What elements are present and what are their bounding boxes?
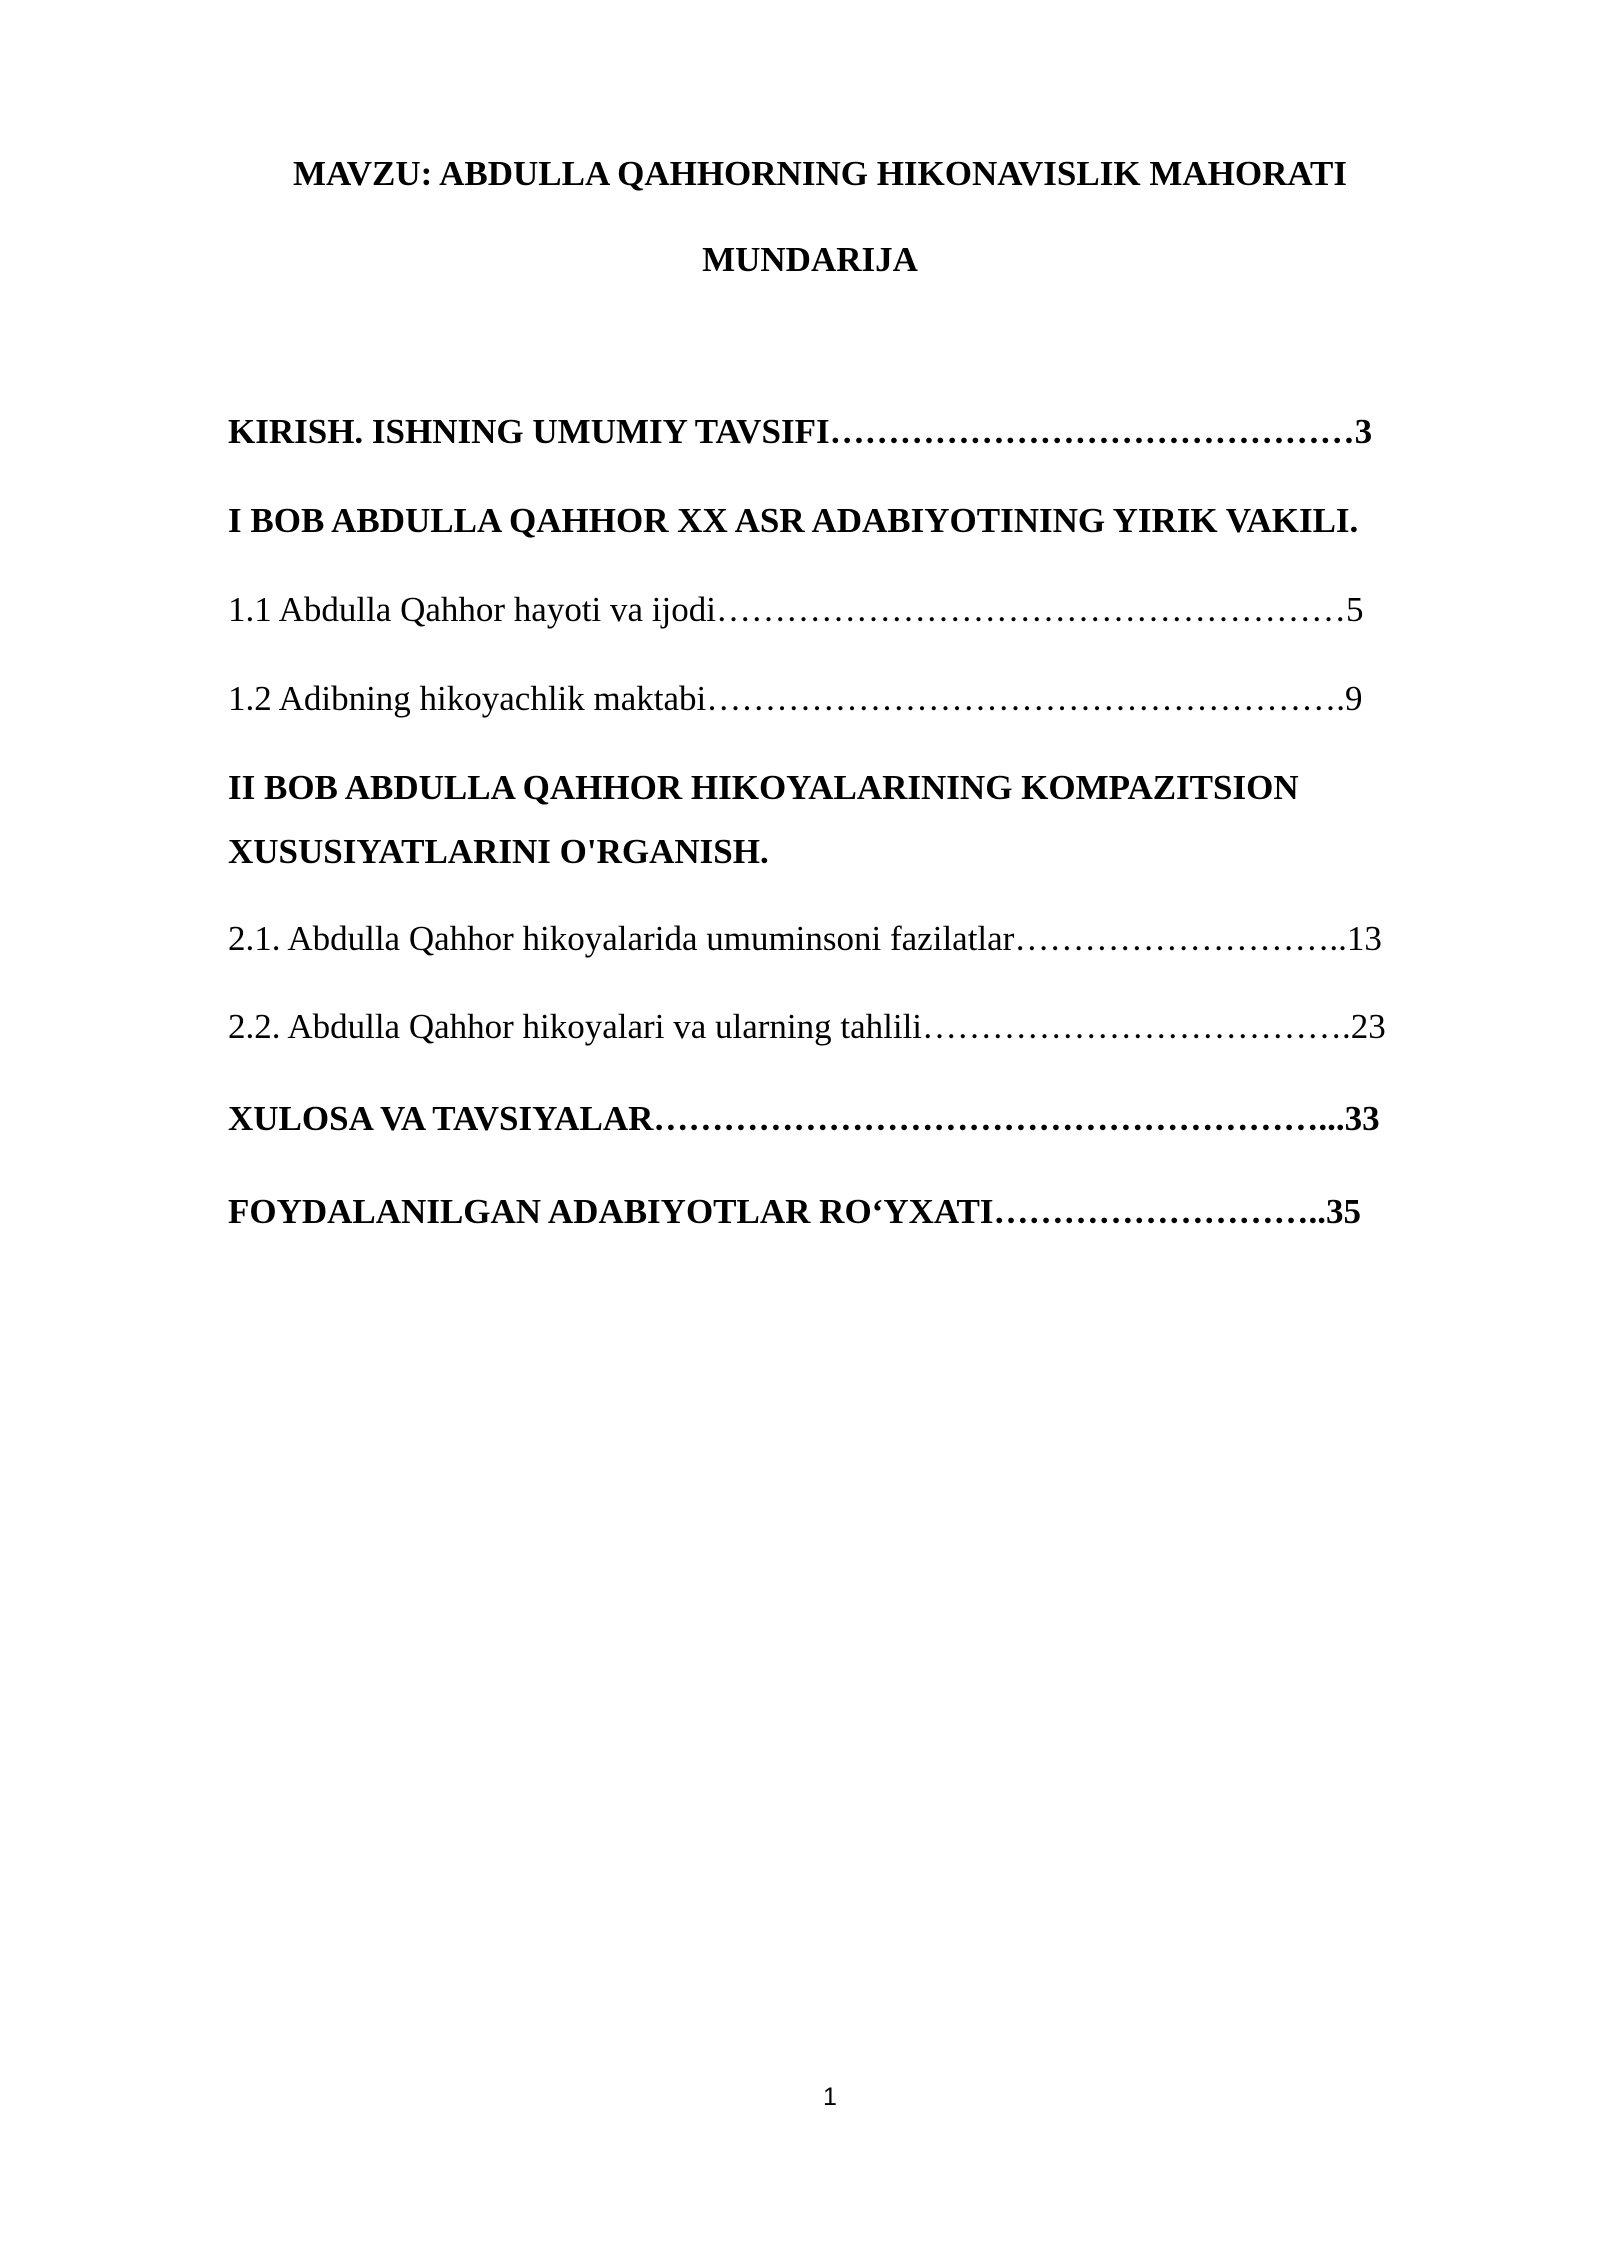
toc-entry-title: XULOSA VA TAVSIYALAR <box>228 1099 654 1138</box>
toc-entry-title: KIRISH. ISHNING UMUMIY TAVSIFI <box>228 412 830 451</box>
toc-chapter-2-line-2 <box>228 828 769 876</box>
toc-entry-intro <box>228 408 1372 456</box>
toc-leader: ……………………………………… <box>829 412 1355 451</box>
toc-entry-title: 2.1. Abdulla Qahhor hikoyalarida umuminsoni fazilatlar <box>228 919 1015 958</box>
toc-entry-1-1 <box>228 586 1363 634</box>
toc-entry-title: 1.2 Adibning hikoyachlik maktabi <box>228 679 707 718</box>
toc-entry-page: 13 <box>1346 919 1382 958</box>
toc-entry-page: 33 <box>1344 1099 1380 1138</box>
toc-entry-page: 23 <box>1350 1007 1386 1046</box>
toc-leader: ……………………….. <box>1014 919 1347 958</box>
toc-entry-2-1 <box>228 915 1382 963</box>
toc-entry-title: 2.2. Abdulla Qahhor hikoyalari va ularning tahlili <box>228 1007 923 1046</box>
toc-leader: …………………………………………………... <box>653 1099 1345 1138</box>
toc-entry-title: FOYDALANILGAN ADABIYOTLAR RO‘YXATI <box>228 1192 994 1231</box>
toc-entry-conclusion <box>228 1095 1380 1143</box>
toc-leader: ……………………………………………… <box>715 590 1346 629</box>
toc-entry-page: 35 <box>1326 1192 1362 1231</box>
contents-heading: MUNDARIJA <box>702 240 918 279</box>
toc-entry-page: 9 <box>1345 679 1363 718</box>
toc-chapter-2-line-1 <box>228 764 1299 812</box>
toc-entry-references <box>228 1188 1361 1236</box>
toc-entry-2-2 <box>228 1003 1386 1051</box>
document-topic: MAVZU: ABDULLA QAHHORNING HIKONAVISLIK MAHORATI <box>292 154 1348 193</box>
page-number: 1 <box>823 2083 837 2111</box>
toc-chapter-title: XUSUSIYATLARINI O'RGANISH. <box>228 832 769 871</box>
toc-chapter-title: I BOB ABDULLA QAHHOR XX ASR ADABIYOTINING YIRIK VAKILI. <box>228 501 1359 540</box>
toc-leader: ………………………………………………. <box>706 679 1346 718</box>
toc-entry-title: 1.1 Abdulla Qahhor hayoti va ijodi <box>228 590 716 629</box>
toc-entry-page: 5 <box>1345 590 1364 629</box>
toc-chapter-1 <box>228 497 1358 545</box>
toc-leader: ………………………………. <box>922 1007 1351 1046</box>
toc-entry-page: 3 <box>1354 412 1373 451</box>
toc-leader: ……………………….. <box>993 1192 1327 1231</box>
toc-entry-1-2 <box>228 675 1363 723</box>
toc-chapter-title: II BOB ABDULLA QAHHOR HIKOYALARINING KOMPAZITSION <box>228 768 1299 807</box>
